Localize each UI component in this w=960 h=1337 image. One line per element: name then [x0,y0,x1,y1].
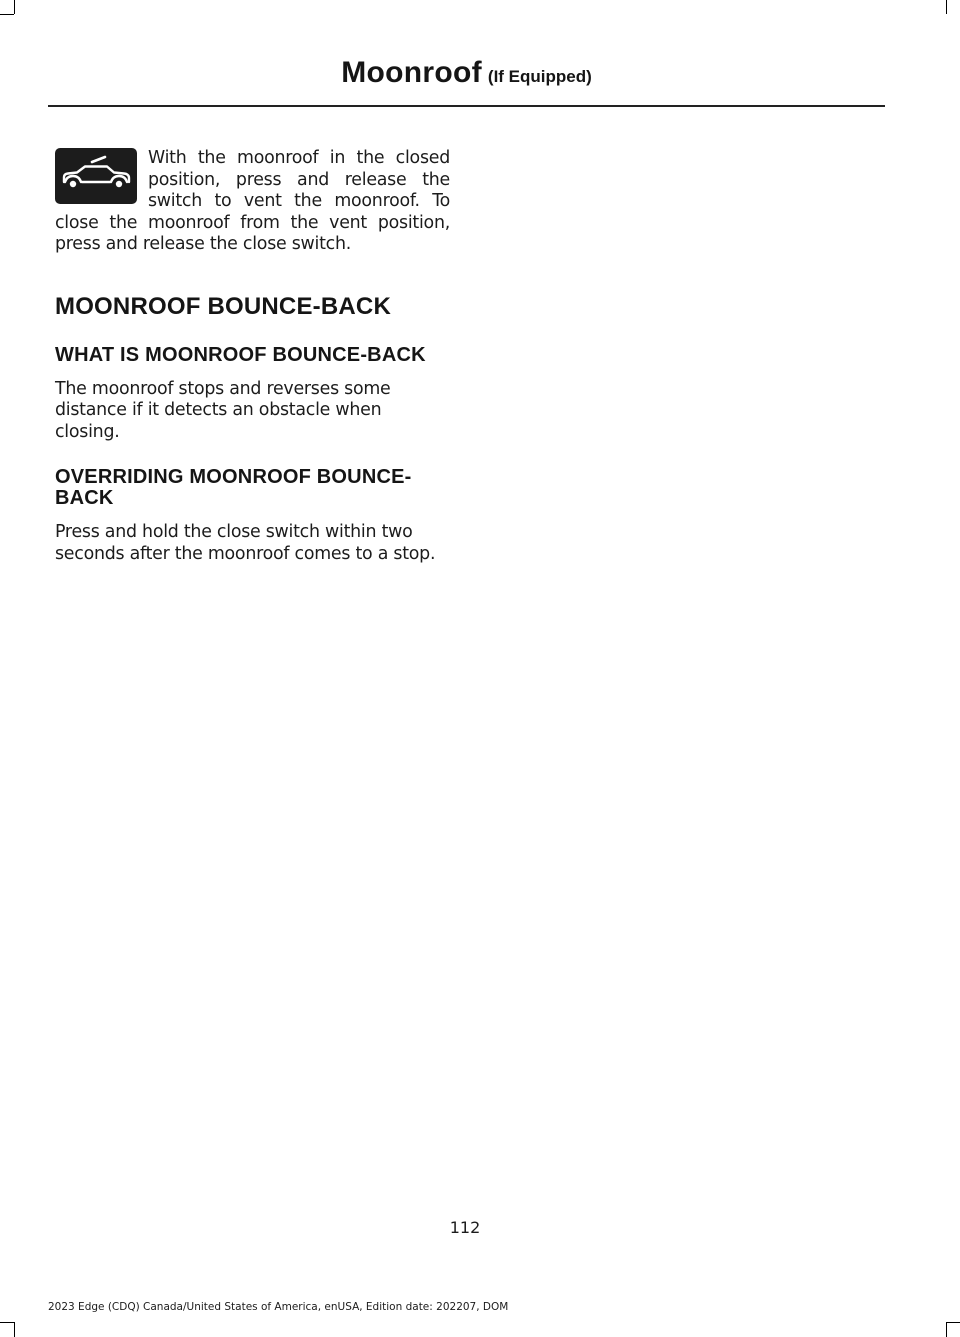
intro-paragraph: With the moonroof in the closed position, press and release the switch to vent the moonroof. To close the moonroof from the vent position, press and release the close switch. [55,148,450,254]
subsection-body-what-is: The moonroof stops and reverses some distance if it detects an obstacle when closing. [55,378,391,442]
subsection-heading-overriding: OVERRIDING MOONROOF BOUNCE-BACK [55,466,412,509]
crop-mark-top-right-vertical [946,0,947,14]
main-content [55,148,450,565]
crop-mark-top-left-vertical [14,0,15,14]
crop-mark-bottom-right-vertical [946,1322,947,1337]
page-header [48,56,885,90]
crop-mark-bottom-right-horizontal [946,1322,960,1323]
subsection-heading-what-is: WHAT IS MOONROOF BOUNCE-BACK [55,343,426,366]
crop-mark-bottom-left-vertical [14,1322,15,1337]
section-heading: MOONROOF BOUNCE-BACK [55,292,391,320]
header-divider [48,105,885,107]
page-subtitle: (If Equipped) [487,67,592,86]
page-number: 112 [449,1218,481,1237]
page-title: Moonroof [341,56,482,89]
edition-footer: 2023 Edge (CDQ) Canada/United States of America, enUSA, Edition date: 202207, DOM [48,1301,509,1313]
subsection-body-overriding: Press and hold the close switch within two seconds after the moonroof comes to a stop. [55,522,436,564]
car-roof-vent-icon [55,148,137,204]
moonroof-vent-icon [55,148,137,204]
crop-mark-top-left-horizontal [0,14,14,15]
crop-mark-bottom-left-horizontal [0,1322,14,1323]
